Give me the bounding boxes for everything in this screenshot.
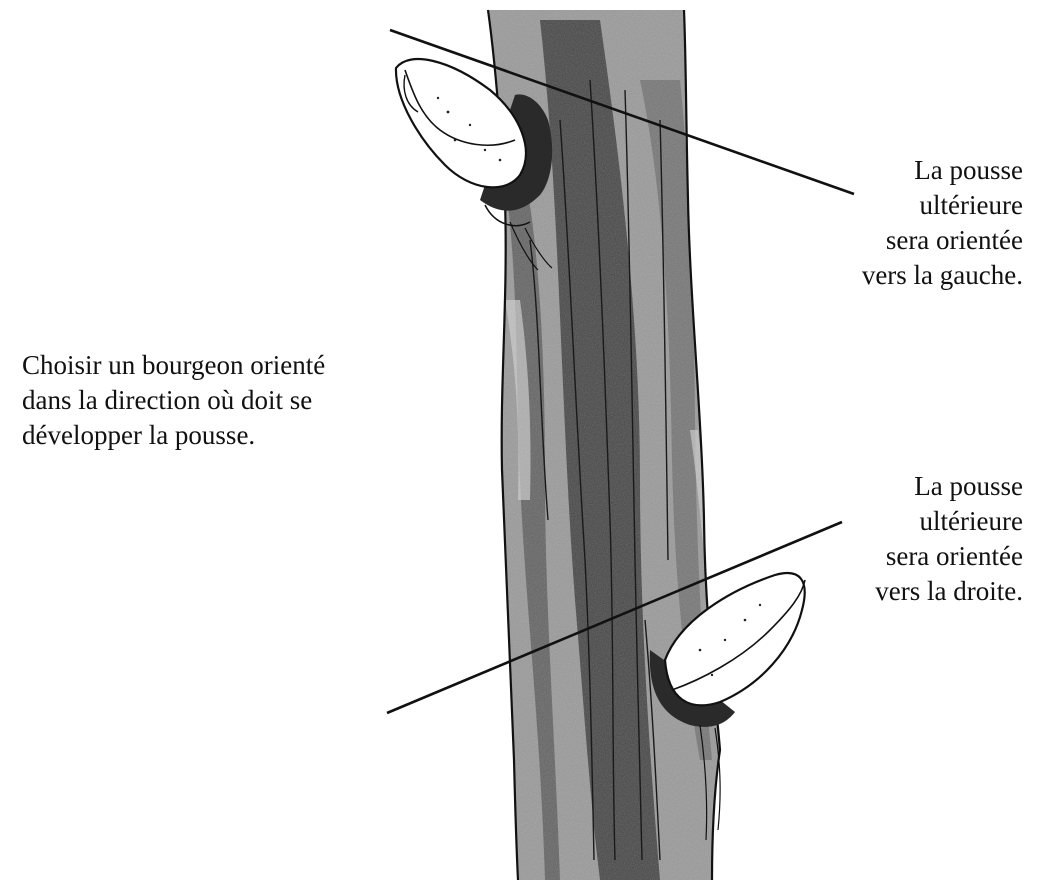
caption-line: dans la direction où doit se (22, 385, 313, 415)
caption-line: développer la pousse. (22, 420, 256, 450)
caption-shoot-right (875, 469, 1023, 609)
caption-line: ultérieure (919, 506, 1023, 536)
caption-line: vers la gauche. (861, 260, 1023, 290)
caption-shoot-left (862, 153, 1023, 293)
caption-line: La pousse (914, 471, 1023, 501)
caption-line: Choisir un bourgeon orienté (22, 350, 326, 380)
caption-line: vers la droite. (875, 576, 1023, 606)
caption-line: ultérieure (919, 190, 1023, 220)
caption-choose-bud (22, 348, 325, 453)
caption-line: La pousse (914, 155, 1023, 185)
caption-line: sera orientée (885, 225, 1023, 255)
caption-line: sera orientée (885, 541, 1023, 571)
